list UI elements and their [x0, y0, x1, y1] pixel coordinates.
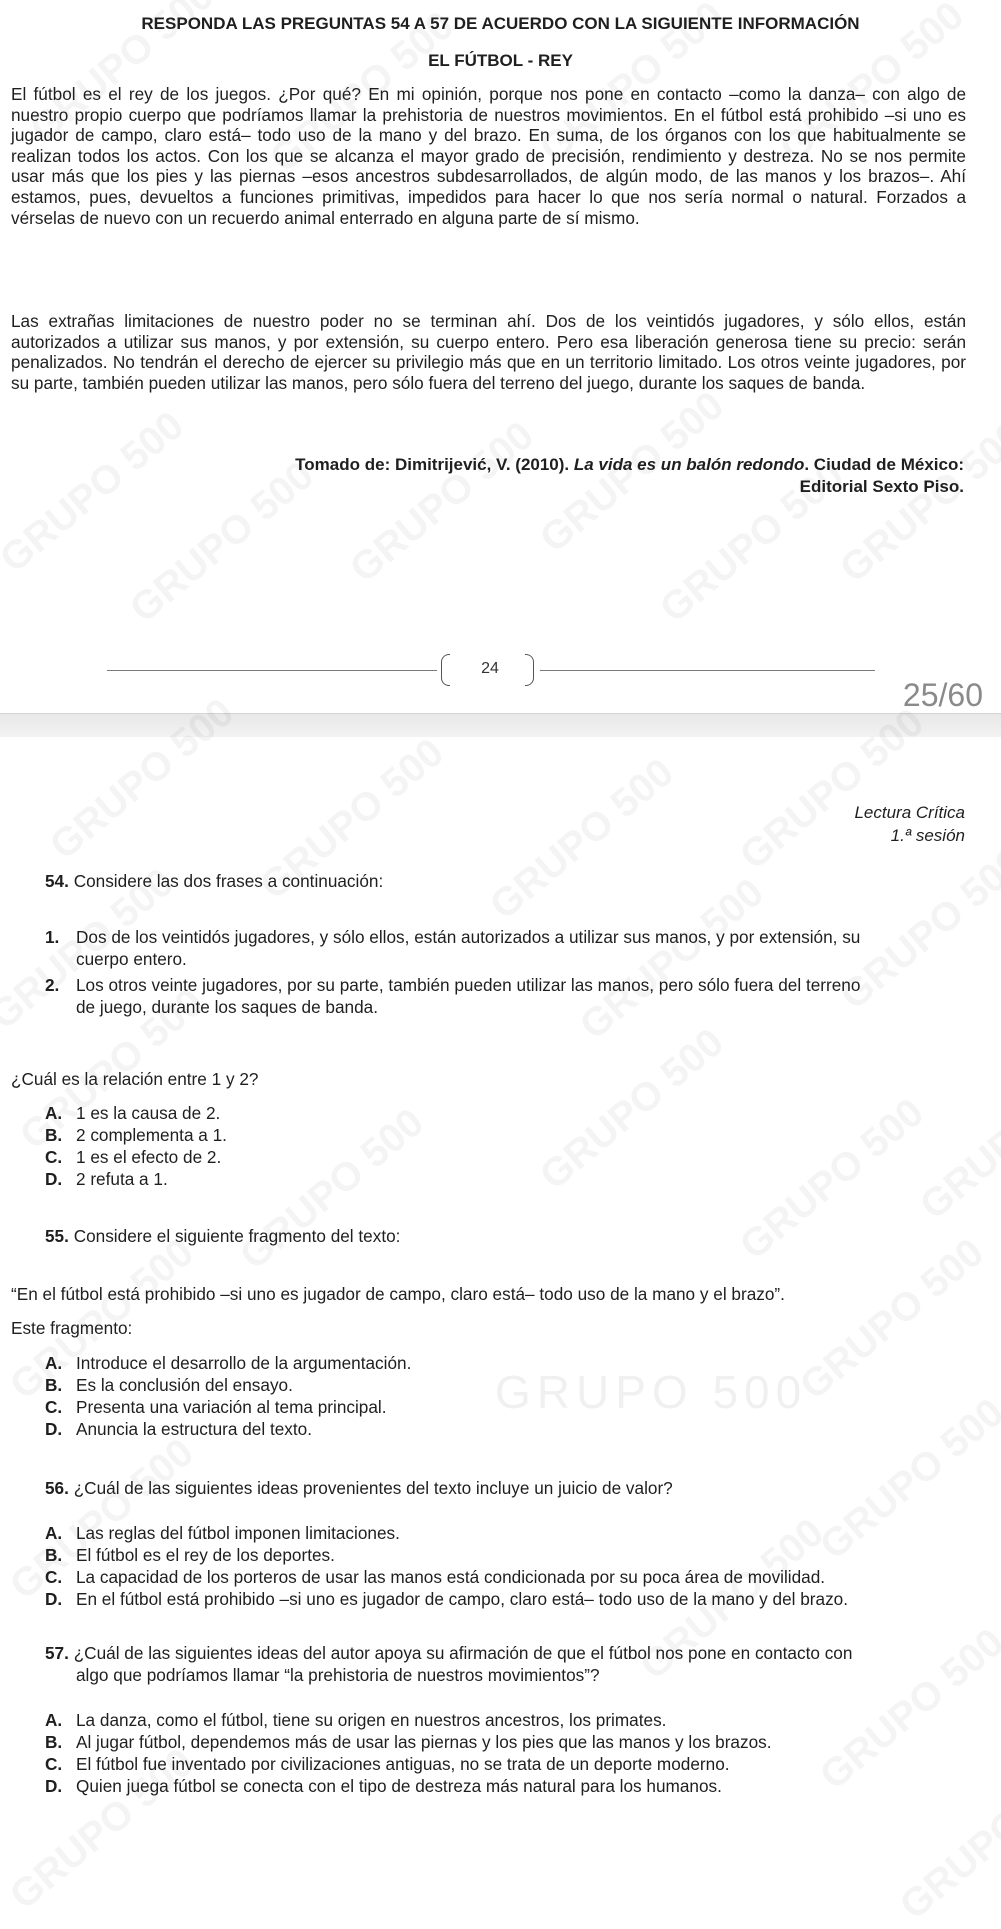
question-55-number: 55. — [45, 1226, 69, 1246]
question-54-number: 54. — [45, 871, 69, 891]
question-54-question: ¿Cuál es la relación entre 1 y 2? — [11, 1069, 259, 1089]
option-label: A. — [45, 1353, 63, 1373]
option-text: Las reglas del fútbol imponen limitaciones. — [76, 1523, 400, 1543]
footer-rule-left — [107, 670, 437, 671]
option-text: 2 refuta a 1. — [76, 1169, 168, 1189]
statement-1 — [45, 926, 967, 970]
option-label: D. — [45, 1419, 63, 1439]
option-text: El fútbol fue inventado por civilizaciones antiguas, no se trata de un deporte moderno. — [76, 1754, 730, 1774]
q57-option-b[interactable] — [45, 1731, 967, 1753]
q55-option-c[interactable] — [45, 1396, 967, 1418]
question-56-number: 56. — [45, 1478, 69, 1498]
page-number-bracket-left — [441, 654, 450, 686]
section-instruction: RESPONDA LAS PREGUNTAS 54 A 57 DE ACUERDO CON LA SIGUIENTE INFORMACIÓN — [141, 14, 860, 33]
question-54-text: Considere las dos frases a continuación: — [73, 871, 384, 891]
session-label: 1.ª sesión — [890, 826, 965, 845]
page-number-bracket-right — [525, 654, 534, 686]
option-label: B. — [45, 1732, 63, 1752]
option-text: Es la conclusión del ensayo. — [76, 1375, 293, 1395]
option-label: A. — [45, 1103, 63, 1123]
q54-option-a[interactable] — [45, 1102, 967, 1124]
option-text: Presenta una variación al tema principal. — [76, 1397, 387, 1417]
question-54-prompt — [45, 870, 383, 892]
statement-2-line-1: Los otros veinte jugadores, por su parte, también pueden utilizar las manos, pero sólo fuera del terreno — [76, 975, 861, 995]
option-label: A. — [45, 1710, 63, 1730]
page-counter: 25/60 — [902, 677, 983, 713]
statement-2-number: 2. — [45, 975, 60, 995]
question-55-prompt — [45, 1225, 400, 1247]
q56-option-b[interactable] — [45, 1544, 967, 1566]
question-57-number: 57. — [45, 1643, 69, 1663]
q56-option-c[interactable] — [45, 1566, 967, 1588]
q57-option-a[interactable] — [45, 1709, 967, 1731]
credit-book-title: La vida es un balón redondo — [573, 455, 805, 474]
option-label: D. — [45, 1169, 63, 1189]
option-label: B. — [45, 1375, 63, 1395]
question-55-quote: “En el fútbol está prohibido –si uno es jugador de campo, claro está– todo uso de la mano y el brazo”. — [11, 1284, 785, 1304]
q56-option-d[interactable] — [45, 1588, 967, 1610]
option-label: D. — [45, 1589, 63, 1609]
option-text: 1 es la causa de 2. — [76, 1103, 221, 1123]
credit-prefix: Tomado de: Dimitrijević, V. (2010). — [295, 455, 574, 474]
option-label: C. — [45, 1397, 63, 1417]
q57-option-d[interactable] — [45, 1775, 967, 1797]
credit-suffix: . Ciudad de México: Editorial Sexto Piso. — [799, 455, 964, 496]
option-text: La capacidad de los porteros de usar las manos está condicionada por su poca área de movilidad. — [76, 1567, 826, 1587]
q56-option-a[interactable] — [45, 1522, 967, 1544]
statement-1-line-2: cuerpo entero. — [76, 949, 187, 969]
reading-title: EL FÚTBOL - REY — [428, 51, 573, 70]
option-text: 2 complementa a 1. — [76, 1125, 227, 1145]
q54-option-d[interactable] — [45, 1168, 967, 1190]
subject-label: Lectura Crítica — [854, 803, 965, 822]
option-text: 1 es el efecto de 2. — [76, 1147, 222, 1167]
statement-2 — [45, 974, 967, 1018]
option-text: Quien juega fútbol se conecta con el tipo de destreza más natural para los humanos. — [76, 1776, 722, 1796]
q55-option-b[interactable] — [45, 1374, 967, 1396]
option-label: B. — [45, 1125, 63, 1145]
option-text: Introduce el desarrollo de la argumentación. — [76, 1353, 412, 1373]
option-text: Al jugar fútbol, dependemos más de usar las piernas y los pies que las manos y los brazos. — [76, 1732, 772, 1752]
statement-2-line-2: de juego, durante los saques de banda. — [76, 997, 378, 1017]
option-text: El fútbol es el rey de los deportes. — [76, 1545, 335, 1565]
page-separator — [0, 713, 1001, 738]
reading-paragraph-2: Las extrañas limitaciones de nuestro poder no se terminan ahí. Dos de los veintidós jugadores, y sólo ellos, están autorizados a utilizar sus manos, y por extensión, su cuerpo entero. Pero esa liberación generosa tiene su precio: serán penalizados. No tendrán el derecho de ejercer su privilegio más que en un territorio limitado. Los otros veinte jugadores, por su parte, también pueden utilizar las manos, pero sólo fuera del terreno del juego, durante los saques de banda. — [11, 311, 966, 393]
option-text: Anuncia la estructura del texto. — [76, 1419, 312, 1439]
reading-paragraph-1: El fútbol es el rey de los juegos. ¿Por qué? En mi opinión, porque nos pone en contacto –como la danza– con algo de nuestro propio cuerpo que podríamos llamar la prehistoria de nuestros movimientos. En el fútbol está prohibido –si uno es jugador de campo, claro está– todo uso de la mano y del brazo. En suma, de los órganos con los que habitualmente se realizan todos los actos. Con los que se alcanza el mayor grado de precisión, rendimiento y destreza. No se nos permite usar más que los pies y las piernas –esos ancestros subdesarrollados, de algún modo, de las manos y los brazos–. Ahí estamos, pues, devueltos a funciones primitivas, impedidos para hacer lo que nos sería normal o natural. Forzados a vérselas de nuevo con un recuerdo animal enterrado en alguna parte de sí mismo. — [11, 84, 966, 228]
q55-option-a[interactable] — [45, 1352, 967, 1374]
option-label: A. — [45, 1523, 63, 1543]
question-55-lead: Este fragmento: — [11, 1318, 133, 1338]
exam-page-24 — [0, 0, 1001, 713]
question-56-prompt — [45, 1477, 673, 1499]
option-label: B. — [45, 1545, 63, 1565]
question-57-text-line-1: ¿Cuál de las siguientes ideas del autor apoya su afirmación de que el fútbol nos pone en contacto con — [73, 1643, 853, 1663]
option-label: D. — [45, 1776, 63, 1796]
question-55-text: Considere el siguiente fragmento del texto: — [73, 1226, 401, 1246]
q57-option-c[interactable] — [45, 1753, 967, 1775]
option-text: La danza, como el fútbol, tiene su origen en nuestros ancestros, los primates. — [76, 1710, 667, 1730]
page-number: 24 — [481, 660, 499, 677]
q54-option-b[interactable] — [45, 1124, 967, 1146]
statement-1-line-1: Dos de los veintidós jugadores, y sólo ellos, están autorizados a utilizar sus manos, y por extensión, su — [76, 927, 861, 947]
statement-1-number: 1. — [45, 927, 60, 947]
option-label: C. — [45, 1147, 63, 1167]
option-text: En el fútbol está prohibido –si uno es jugador de campo, claro está– todo uso de la mano y del brazo. — [76, 1589, 849, 1609]
q55-option-d[interactable] — [45, 1418, 967, 1440]
exam-page-25 — [0, 737, 1001, 1918]
option-label: C. — [45, 1754, 63, 1774]
watermark-band: GRUPO 500 — [495, 1366, 808, 1418]
question-56-text: ¿Cuál de las siguientes ideas provenientes del texto incluye un juicio de valor? — [73, 1478, 673, 1498]
option-label: C. — [45, 1567, 63, 1587]
footer-rule-right — [540, 670, 875, 671]
question-57-text-line-2: algo que podríamos llamar “la prehistoria de nuestros movimientos”? — [76, 1665, 600, 1685]
source-credit — [244, 454, 964, 498]
q54-option-c[interactable] — [45, 1146, 967, 1168]
question-57-prompt — [45, 1642, 852, 1664]
